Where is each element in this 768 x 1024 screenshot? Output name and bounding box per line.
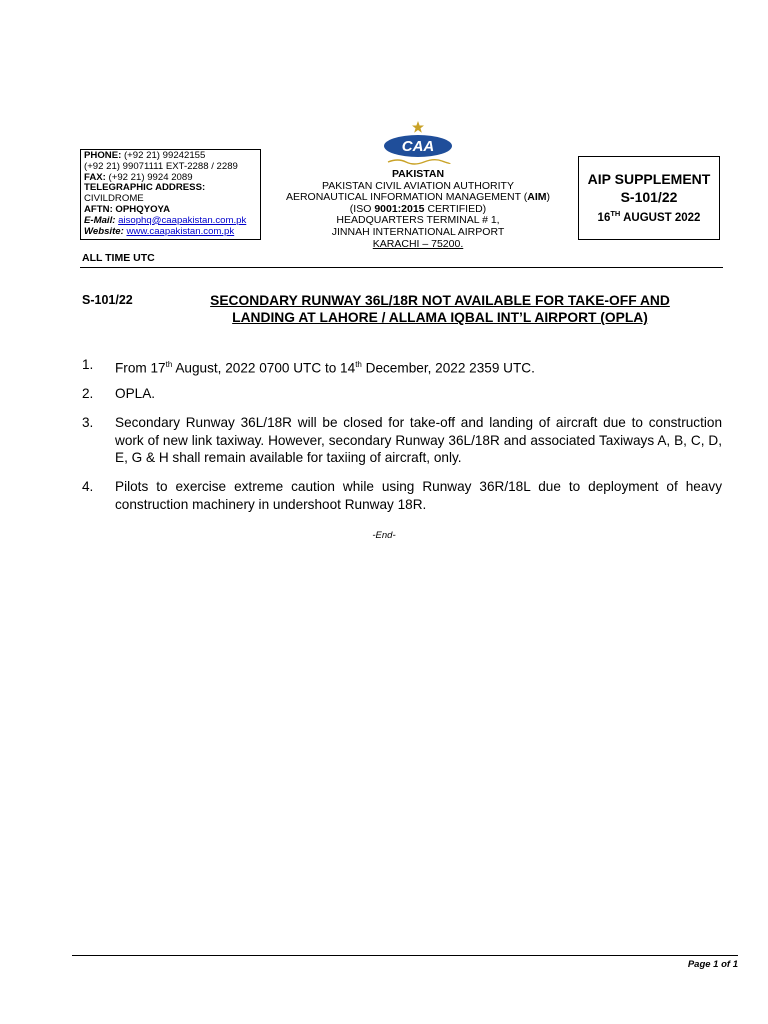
item-number: 1. [82, 357, 94, 372]
page-number: Page 1 of 1 [687, 959, 738, 970]
ordinal-suffix: th [165, 360, 173, 369]
item-number: 4. [82, 479, 94, 494]
fax-label: FAX: [84, 171, 106, 183]
end-marker: -End- [372, 530, 396, 541]
item-number: 3. [82, 415, 94, 430]
list-item [82, 478, 722, 513]
document-title [190, 292, 690, 326]
header-divider [80, 267, 723, 268]
date-month-year: AUGUST 2022 [620, 211, 701, 224]
country-name: PAKISTAN [391, 168, 445, 180]
footer-divider [72, 955, 738, 956]
authority-header [268, 120, 568, 250]
logo-wordmark: CAA [401, 138, 435, 155]
email-label: E-Mail: [84, 214, 116, 226]
website-link[interactable]: www.caapakistan.com.pk [126, 225, 235, 237]
reference-number: S-101/22 [82, 293, 133, 307]
item-text: Secondary Runway 36L/18R will be closed for take-off and landing of aircraft due to construction work of new link taxiway. However, secondary Runway 36L/18R and associated Taxiways A, B, C, D, E, G & H shall remain available for taxiing of aircraft, only. [115, 415, 722, 466]
phone-number-2: (+92 21) 99071111 EXT-2288 / 2289 [84, 160, 238, 172]
iso-line-text: (ISO [349, 202, 375, 215]
list-item [82, 356, 722, 377]
iso-number: 9001:2015 [374, 202, 425, 215]
iso-line-close: CERTIFIED) [424, 202, 487, 215]
supplement-date [579, 209, 719, 224]
supplement-box [578, 156, 720, 240]
website-label: Website: [84, 225, 124, 237]
city-line: KARACHI – 75200. [372, 237, 464, 250]
fax-number: (+92 21) 9924 2089 [108, 171, 193, 183]
title-line-2: LANDING AT LAHORE / ALLAMA IQBAL INT’L AIRPORT (OPLA) [232, 310, 648, 325]
item-text-part: From 17 [115, 360, 166, 376]
item-text: OPLA. [115, 386, 156, 401]
contact-box [80, 149, 261, 240]
list-item [82, 385, 722, 403]
logo-urdu-script [388, 160, 450, 164]
supplement-number: S-101/22 [620, 189, 678, 205]
telegraphic-label: TELEGRAPHIC ADDRESS: [84, 182, 206, 194]
date-suffix: TH [610, 209, 621, 218]
item-text-part: December, 2022 2359 UTC. [361, 360, 535, 376]
airport-line: JINNAH INTERNATIONAL AIRPORT [331, 225, 505, 238]
item-text-part: August, 2022 0700 UTC to 14 [172, 360, 356, 376]
logo-star [412, 121, 424, 133]
telegraphic-address: CIVILDROME [84, 193, 144, 205]
aim-line-close: ) [546, 191, 551, 204]
phone-label: PHONE: [84, 150, 122, 161]
ordinal-suffix: th [355, 360, 362, 369]
email-link[interactable]: aisophq@caapakistan.com.pk [118, 214, 247, 226]
title-line-1: SECONDARY RUNWAY 36L/18R NOT AVAILABLE FOR TAKE-OFF AND [210, 293, 670, 308]
item-text [115, 356, 722, 377]
time-reference: ALL TIME UTC [82, 252, 155, 264]
caa-logo [376, 120, 460, 168]
aftn-address: AFTN: OPHQYOYA [84, 203, 170, 215]
aim-line-text: AERONAUTICAL INFORMATION MANAGEMENT ( [285, 191, 528, 204]
authority-name: PAKISTAN CIVIL AVIATION AUTHORITY [322, 179, 514, 192]
item-number: 2. [82, 386, 94, 401]
phone-number-1: (+92 21) 99242155 [123, 150, 206, 161]
hq-line: HEADQUARTERS TERMINAL # 1, [336, 214, 500, 227]
supplement-title: AIP SUPPLEMENT [587, 171, 711, 187]
list-item [82, 414, 722, 467]
aim-abbr: AIM [527, 191, 547, 204]
date-day: 16 [597, 211, 611, 224]
item-text: Pilots to exercise extreme caution while using Runway 36R/18L due to deployment of heavy construction machinery in undershoot Runway 18R. [115, 479, 722, 512]
